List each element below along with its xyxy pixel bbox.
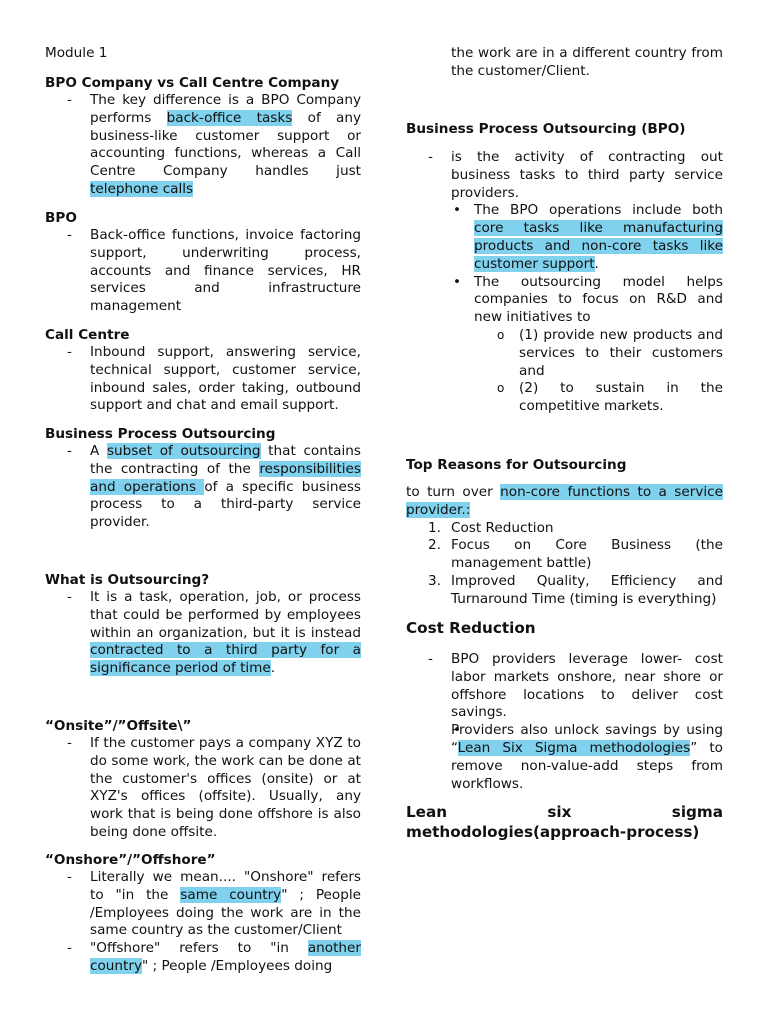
list-item: - "Offshore" refers to "in another country" ; People /Employees doing (45, 940, 361, 976)
list-item: - Inbound support, answering service, technical support, customer service, inbound sales, order taking, outbound support and chat and email support. (45, 344, 361, 415)
numbered-item: 2. Focus on Core Business (the management battle) (428, 537, 723, 572)
list-item: - Back-office functions, invoice factoring support, underwriting process, accounts and finance services, HR services and infrastructure management (45, 227, 361, 316)
continued-text: the work are in a different country from the customer/Client. (451, 45, 723, 79)
section-bpo-definition (406, 120, 723, 416)
highlight: subset of outsourcing (106, 443, 261, 459)
bullet-item: • The BPO operations include both core tasks like manufacturing products and non-core tasks like customer support. (406, 202, 723, 273)
bullet-item: • The outsourcing model helps companies to focus on R&D and new initiatives to (406, 274, 723, 327)
list-item: - BPO providers leverage lower- cost labor markets onshore, near shore or offshore locations to deliver cost savings. (406, 651, 723, 722)
highlight: same country (180, 886, 282, 903)
module-label: Module 1 (45, 45, 108, 61)
highlight: core tasks like manufacturing products and non-core tasks like customer support (474, 220, 723, 272)
list-item: - It is a task, operation, job, or process that could be performed by employees within an organization, but it is instead contracted to a third party for a significance period of time. (45, 589, 361, 678)
section-bpo-vs-call-centre (45, 74, 361, 199)
highlight: telephone calls (90, 180, 194, 197)
highlight: back-office tasks (166, 109, 293, 126)
highlight: Lean Six Sigma methodologies (457, 739, 691, 756)
numbered-item: 1. Cost Reduction (428, 519, 554, 536)
list-item: - is the activity of contracting out business tasks to third party service providers. (406, 149, 723, 202)
section-bpo (45, 209, 361, 316)
section-top-reasons (406, 456, 723, 609)
section-heading: What is Outsourcing? (45, 572, 210, 588)
section-heading-continued: methodologies(approach-process) (406, 823, 700, 841)
list-item: - Literally we mean.... "Onshore" refers to "in the same country" ; People /Employees doing the work are in the same country as the customer/Client (45, 869, 361, 940)
intro-text: to turn over non-core functions to a service provider.: (406, 484, 723, 518)
highlight: responsibilities and operations (90, 460, 361, 495)
highlight: another country (90, 940, 361, 974)
sub-bullet-item: o (1) provide new products and services to their customers and (406, 327, 723, 380)
section-heading: “Onsite”/”Offsite\” (45, 718, 192, 734)
section-lean-six-sigma (406, 802, 723, 842)
section-heading: Cost Reduction (406, 619, 536, 637)
numbered-item: 3. Improved Quality, Efficiency and Turnaround Time (timing is everything) (428, 572, 723, 607)
section-heading: Business Process Outsourcing (BPO) (406, 121, 686, 137)
section-heading: BPO Company vs Call Centre Company (45, 75, 340, 91)
list-item: - If the customer pays a company XYZ to do some work, the work can be done at the customer's offices (onsite) or at XYZ's offices (offsite). Usually, any work that is being done offshore is also being done offsite. (45, 735, 361, 842)
section-heading: Business Process Outsourcing (45, 426, 276, 442)
section-what-is-outsourcing (45, 571, 361, 678)
section-onsite-offsite (45, 717, 361, 842)
section-heading: BPO (45, 210, 77, 226)
sub-bullet-item: o (2) to sustain in the competitive markets. (406, 380, 723, 416)
section-heading: Call Centre (45, 327, 130, 343)
section-heading: Top Reasons for Outsourcing (406, 457, 627, 473)
highlight: contracted to a third party for a significance period of time (90, 642, 361, 677)
highlight: non-core functions to a service provider.: (406, 484, 723, 518)
section-heading: “Onshore”/”Offshore” (45, 852, 216, 868)
bullet-item: • Providers also unlock savings by using “Lean Six Sigma methodologies” to remove non-value-add steps from workflows. (406, 722, 723, 793)
section-cost-reduction (406, 618, 723, 793)
list-item: - A subset of outsourcing that contains the contracting of the responsibilities and operations of a specific business process to a third-party service provider. (45, 443, 361, 532)
section-business-process-outsourcing (45, 425, 361, 532)
list-item: - The key difference is a BPO Company performs back-office tasks of any business-like customer support or accounting functions, whereas a Call Centre Company handles just telephone calls (45, 92, 361, 199)
section-heading: Lean six sigma (406, 803, 723, 821)
section-call-centre (45, 326, 361, 415)
section-onshore-offshore (45, 851, 361, 976)
